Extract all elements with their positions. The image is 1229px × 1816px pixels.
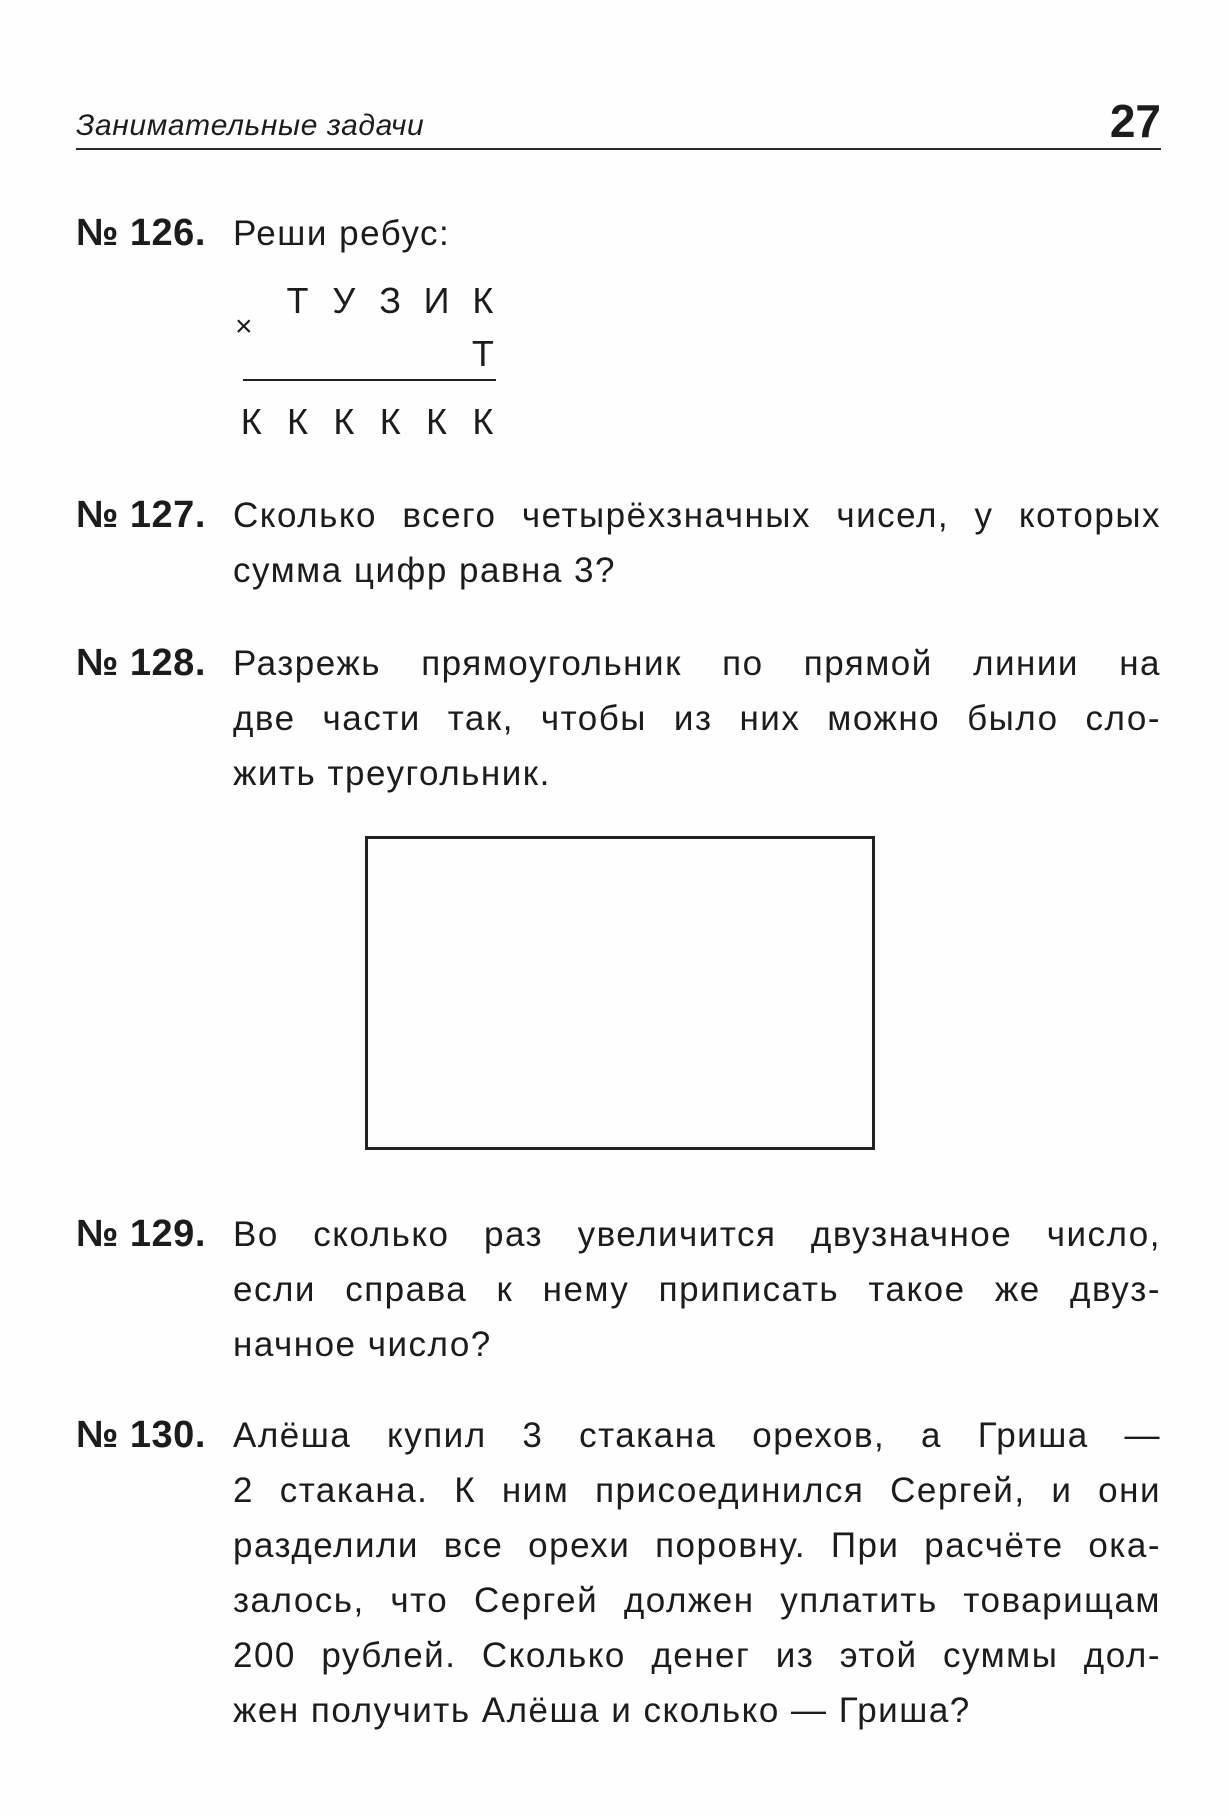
rebus-multiplicand <box>274 276 506 326</box>
problem-number: № 130. <box>76 1414 206 1456</box>
problem-number: № 127. <box>76 494 206 536</box>
rebus-puzzle <box>228 276 506 451</box>
text-line: залось, что Сергей должен уплатить товарищам <box>233 1581 1161 1620</box>
text-line: Алёша купил 3 стакана орехов, а Гриша — <box>233 1416 1161 1455</box>
rebus-letter: Т <box>471 333 494 374</box>
text-line: 200 рублей. Сколько денег из этой суммы дол- <box>233 1636 1161 1675</box>
text-line: если справа к нему приписать такое же двуз- <box>233 1270 1161 1309</box>
rebus-letter: К <box>472 401 494 442</box>
text-line: разделили все орехи поровну. При расчёте ока- <box>233 1526 1161 1565</box>
rebus-letter: Т <box>286 280 309 321</box>
text-line: жить треугольник. <box>233 754 551 793</box>
text-line: жен получить Алёша и сколько — Гриша? <box>233 1691 971 1730</box>
problem-text <box>233 1207 1161 1372</box>
text-line: Разрежь прямоугольник по прямой линии на <box>233 644 1161 683</box>
rebus-result-line <box>243 379 496 381</box>
problem-number: № 126. <box>76 212 206 254</box>
rebus-letter: К <box>287 401 309 442</box>
rectangle-figure <box>365 836 875 1150</box>
problem-text <box>233 488 1161 598</box>
text-line: 2 стакана. К ним присоединился Сергей, и они <box>233 1471 1161 1510</box>
header-divider <box>76 148 1161 150</box>
rebus-letter: К <box>333 401 355 442</box>
problem-text <box>233 636 1161 801</box>
multiply-sign: × <box>235 310 253 343</box>
rebus-product <box>228 397 506 447</box>
rebus-letter: К <box>426 401 447 442</box>
problem-text <box>233 206 1161 261</box>
problem-number: № 128. <box>76 642 206 684</box>
text-line: сумма цифр равна 3? <box>233 551 616 590</box>
rebus-letter: К <box>240 401 262 442</box>
rebus-multiplier <box>460 329 506 379</box>
text-line: две части так, чтобы из них можно было сло- <box>233 699 1161 738</box>
text-line: Реши ребус: <box>233 214 451 253</box>
problem-number: № 129. <box>76 1213 206 1255</box>
rebus-letter: З <box>379 280 402 321</box>
text-line: Во сколько раз увеличится двузначное число, <box>233 1215 1161 1254</box>
rebus-letter: И <box>423 280 450 321</box>
text-line: Сколько всего четырёхзначных чисел, у которых <box>233 496 1161 535</box>
rebus-letter: У <box>332 280 356 321</box>
text-line: начное число? <box>233 1325 492 1364</box>
rebus-letter: К <box>472 280 494 321</box>
page-number: 27 <box>1109 95 1161 147</box>
running-header-title: Занимательные задачи <box>76 109 425 142</box>
rebus-letter: К <box>379 401 401 442</box>
problem-text <box>233 1408 1161 1738</box>
